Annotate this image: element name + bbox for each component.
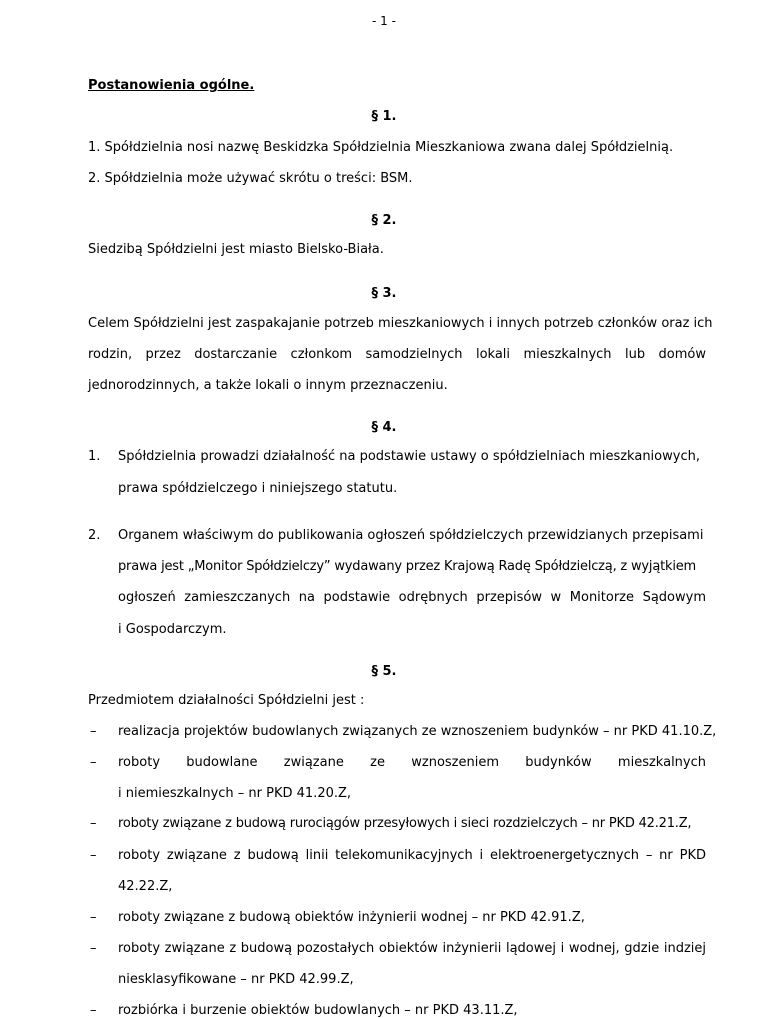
list-item: rozbiórka i burzenie obiektów budowlanych – nr PKD 43.11.Z,: [118, 1003, 518, 1018]
paragraph-4-item-line: prawa jest „Monitor Spółdzielczy” wydawany przez Krajową Radę Spółdzielczą, z wyjątkiem: [118, 559, 696, 574]
paragraph-1-heading: § 1.: [371, 109, 397, 124]
dash-bullet: –: [90, 816, 97, 831]
paragraph-2-heading: § 2.: [371, 213, 397, 228]
paragraph-4-item-line: i Gospodarczym.: [118, 622, 227, 637]
list-item: realizacja projektów budowlanych związanych ze wznoszeniem budynków – nr PKD 41.10.Z,: [118, 724, 717, 739]
paragraph-4-item-line: prawa spółdzielczego i niniejszego statutu.: [118, 481, 398, 496]
dash-bullet: –: [90, 1003, 97, 1018]
paragraph-4-item-line: Organem właściwym do publikowania ogłoszeń spółdzielczych przewidzianych przepisami: [118, 528, 704, 543]
paragraph-5-intro: Przedmiotem działalności Spółdzielni jest :: [88, 693, 365, 708]
paragraph-2-text: Siedzibą Spółdzielni jest miasto Bielsko-Biała.: [88, 242, 384, 257]
paragraph-4-item-line: Spółdzielnia prowadzi działalność na podstawie ustawy o spółdzielniach mieszkaniowych,: [118, 449, 700, 464]
paragraph-3-line: rodzin, przez dostarczanie członkom samodzielnych lokali mieszkalnych lub domów: [88, 347, 706, 362]
paragraph-4-item-line: ogłoszeń zamieszczanych na podstawie odrębnych przepisów w Monitorze Sądowym: [118, 590, 706, 605]
dash-bullet: –: [90, 910, 97, 925]
list-item: roboty związane z budową obiektów inżynierii wodnej – nr PKD 42.91.Z,: [118, 910, 585, 925]
list-item-continuation: 42.22.Z,: [118, 879, 173, 894]
paragraph-4-item-number: 2.: [88, 528, 101, 543]
list-item: roboty związane z budową pozostałych obiektów inżynierii lądowej i wodnej, gdzie indziej: [118, 941, 706, 956]
paragraph-4-heading: § 4.: [371, 420, 397, 435]
paragraph-4-item-number: 1.: [88, 449, 101, 464]
dash-bullet: –: [90, 724, 97, 739]
paragraph-5-heading: § 5.: [371, 664, 397, 679]
list-item: roboty związane z budową linii telekomunikacyjnych i elektroenergetycznych – nr PKD: [118, 848, 706, 863]
page-number: - 1 -: [372, 14, 396, 28]
paragraph-1-item: 2. Spółdzielnia może używać skrótu o treści: BSM.: [88, 171, 413, 186]
section-title: Postanowienia ogólne.: [88, 78, 255, 93]
paragraph-3-line: jednorodzinnych, a także lokali o innym przeznaczeniu.: [88, 378, 448, 393]
paragraph-1-item: 1. Spółdzielnia nosi nazwę Beskidzka Spółdzielnia Mieszkaniowa zwana dalej Spółdzielnią.: [88, 140, 674, 155]
dash-bullet: –: [90, 941, 97, 956]
dash-bullet: –: [90, 848, 97, 863]
paragraph-3-line: Celem Spółdzielni jest zaspakajanie potrzeb mieszkaniowych i innych potrzeb członków oraz ich: [88, 316, 713, 331]
dash-bullet: –: [90, 755, 97, 770]
paragraph-3-heading: § 3.: [371, 286, 397, 301]
list-item: roboty związane z budową rurociągów przesyłowych i sieci rozdzielczych – nr PKD 42.21.Z,: [118, 816, 692, 831]
list-item-continuation: niesklasyfikowane – nr PKD 42.99.Z,: [118, 972, 354, 987]
list-item: roboty budowlane związane ze wznoszeniem budynków mieszkalnych: [118, 755, 706, 770]
list-item-continuation: i niemieszkalnych – nr PKD 41.20.Z,: [118, 786, 352, 801]
